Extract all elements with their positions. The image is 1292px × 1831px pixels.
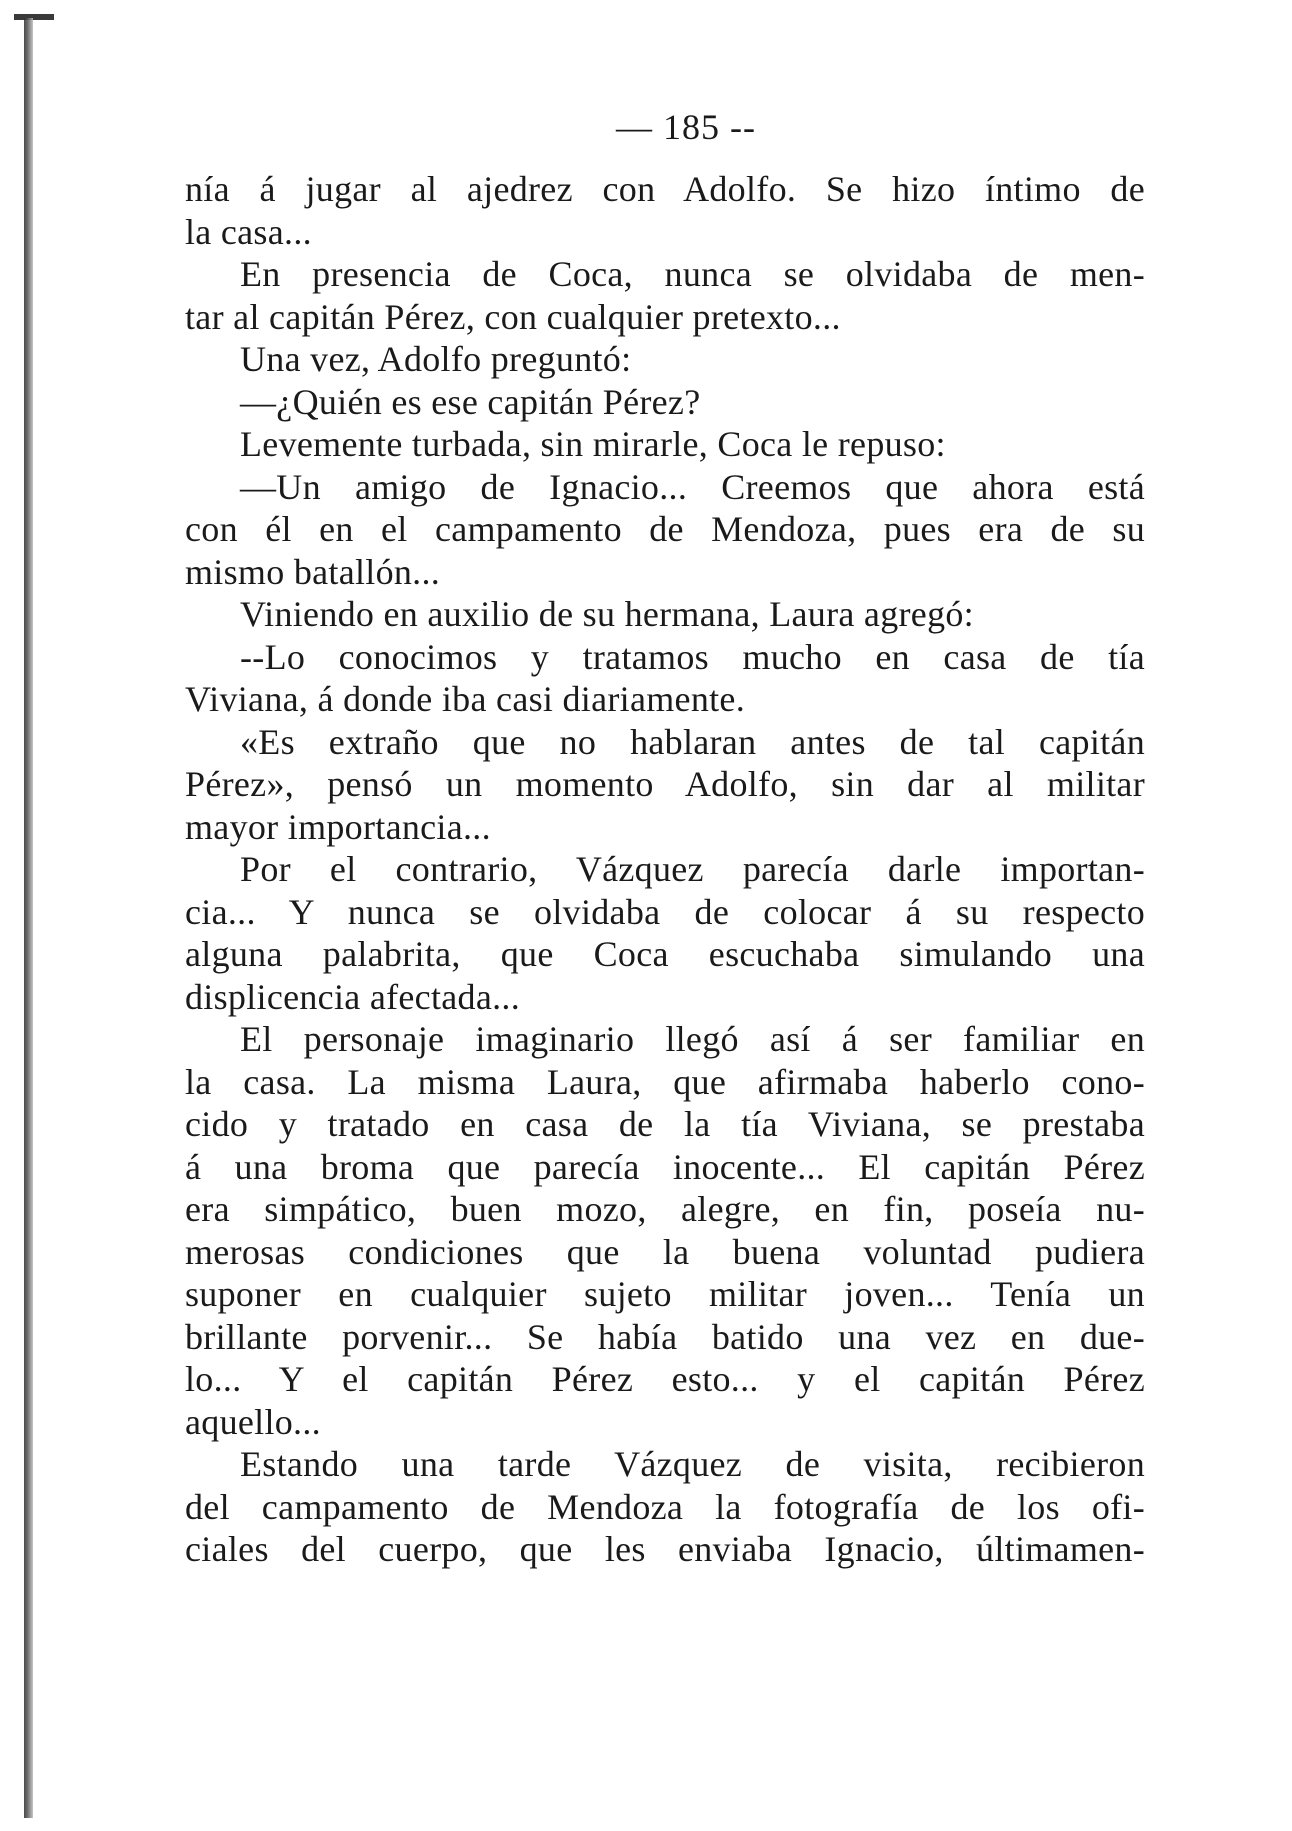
text-line: —Un amigo de Ignacio... Creemos que ahora está	[240, 466, 1145, 507]
binding-edge-mark	[14, 14, 54, 20]
text-line: Levemente turbada, sin mirarle, Coca le repuso:	[240, 424, 946, 464]
text-line: alguna palabrita, que Coca escuchaba simulando una	[185, 934, 1145, 974]
text-line: aquello...	[185, 1401, 321, 1442]
text-line: Viniendo en auxilio de su hermana, Laura agregó:	[240, 594, 974, 634]
text-line: Por el contrario, Vázquez parecía darle importan-	[240, 849, 1145, 889]
text-line: En presencia de Coca, nunca se olvidaba de men-	[240, 254, 1145, 294]
text-line: suponer en cualquier sujeto militar joven... Tenía un	[185, 1274, 1145, 1314]
text-line: mismo batallón...	[185, 551, 441, 592]
page-number: — 185 --	[616, 107, 756, 147]
text-line: --Lo conocimos y tratamos mucho en casa de tía	[240, 636, 1145, 677]
text-line: Pérez», pensó un momento Adolfo, sin dar al militar	[185, 764, 1145, 804]
text-line: era simpático, buen mozo, alegre, en fin, poseía nu-	[185, 1189, 1145, 1229]
text-line: brillante porvenir... Se había batido una vez en due-	[185, 1316, 1145, 1357]
text-line: la casa. La misma Laura, que afirmaba haberlo cono-	[185, 1061, 1145, 1102]
body-text	[185, 168, 1145, 1571]
text-line: cia... Y nunca se olvidaba de colocar á su respecto	[185, 891, 1145, 932]
text-line: la casa...	[185, 211, 312, 252]
text-line: con él en el campamento de Mendoza, pues era de su	[185, 509, 1145, 549]
text-line: nía á jugar al ajedrez con Adolfo. Se hizo íntimo de	[185, 169, 1145, 209]
text-line: tar al capitán Pérez, con cualquier pretexto...	[185, 296, 841, 337]
text-line: displicencia afectada...	[185, 976, 521, 1017]
binding-edge	[24, 18, 33, 1818]
text-line: mayor importancia...	[185, 806, 491, 847]
text-line: «Es extraño que no hablaran antes de tal capitán	[240, 721, 1145, 762]
text-line: ciales del cuerpo, que les enviaba Ignacio, últimamen-	[185, 1529, 1145, 1569]
text-line: cido y tratado en casa de la tía Viviana, se prestaba	[185, 1104, 1145, 1144]
text-line: Una vez, Adolfo preguntó:	[240, 339, 632, 379]
text-line: —¿Quién es ese capitán Pérez?	[240, 381, 701, 422]
text-line: merosas condiciones que la buena voluntad pudiera	[185, 1231, 1145, 1272]
text-line: Estando una tarde Vázquez de visita, recibieron	[240, 1444, 1145, 1484]
text-line: El personaje imaginario llegó así á ser familiar en	[240, 1019, 1145, 1059]
text-line: á una broma que parecía inocente... El capitán Pérez	[185, 1146, 1145, 1187]
text-line: del campamento de Mendoza la fotografía de los ofi-	[185, 1486, 1145, 1527]
text-line: Viviana, á donde iba casi diariamente.	[185, 679, 746, 719]
text-line: lo... Y el capitán Pérez esto... y el capitán Pérez	[185, 1359, 1145, 1399]
